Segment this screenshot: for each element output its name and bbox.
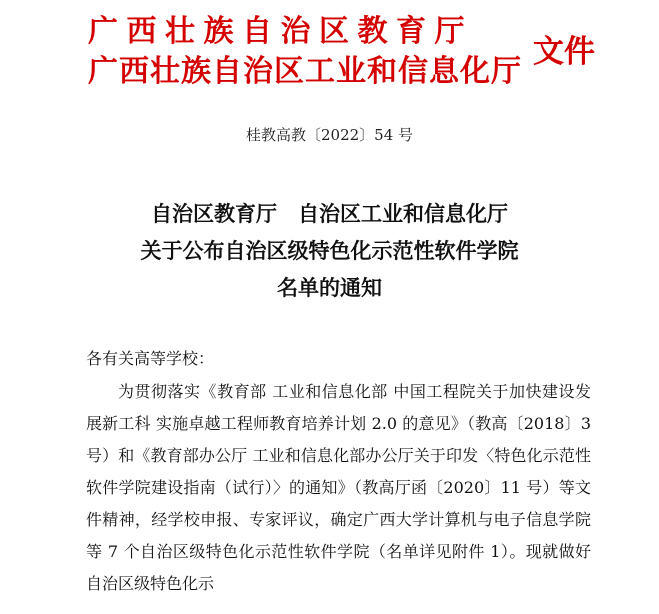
issuer-line-2: 广西壮族自治区工业和信息化厅	[88, 54, 522, 89]
title-line-3: 名单的通知	[277, 275, 382, 300]
document-title	[0, 195, 659, 306]
title-line-1: 自治区教育厅 自治区工业和信息化厅	[151, 201, 508, 226]
body-paragraph: 为贯彻落实《教育部 工业和信息化部 中国工程院关于加快建设发展新工科 实施卓越工程师教育培养计划 2.0 的意见》（教高〔2018〕3 号）和《教育部办公厅 工业和信息化部办公厅关于印发〈特色化示范性软件学院建设指南（试行）〉的通知》（教高厅函〔2020〕11 号）等文件精神，经学校申报、专家评议，确定广西大学计算机与电子信息学院等 7 个自治区级特色化示范性软件学院（名单详见附件 1）。现就做好自治区级特色化示	[86, 382, 591, 593]
title-line-2: 关于公布自治区级特色化示范性软件学院	[140, 238, 519, 263]
salutation: 各有关高等学校：	[86, 349, 215, 368]
issuer-line-1: 广西壮族自治区教育厅	[88, 14, 473, 49]
document-type-label: 文件	[533, 34, 595, 70]
document-number: 桂教高教〔2022〕54 号	[245, 126, 414, 144]
